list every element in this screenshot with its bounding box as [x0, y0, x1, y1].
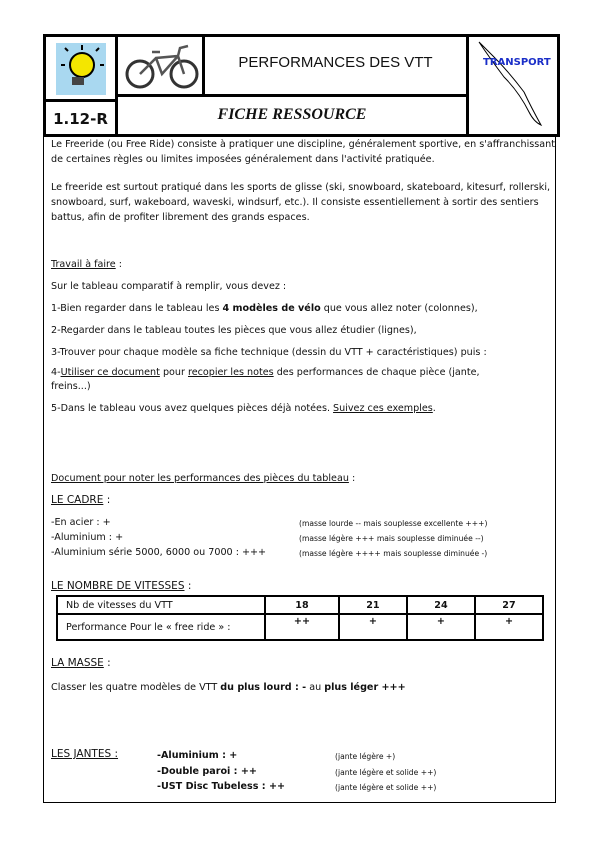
text: Classer les quatre modèles de VTT — [51, 682, 221, 693]
text-underlined: recopier les notes — [187, 367, 274, 378]
masse-text — [51, 681, 406, 694]
cadre-item: -Aluminium série 5000, 6000 ou 7000 : +++ — [51, 547, 267, 558]
step-3: 3-Trouver pour chaque modèle sa fiche technique (dessin du VTT + caractéristiques) puis : — [51, 347, 487, 358]
text: . — [432, 403, 436, 414]
work-lead: Sur le tableau comparatif à remplir, vous devez : — [51, 281, 287, 292]
colon: : — [115, 259, 122, 270]
vitesses-heading — [51, 580, 191, 593]
text: des performances de chaque pièce (jante, — [273, 367, 480, 378]
text: que vous allez noter (colonnes), — [320, 303, 478, 314]
table-cell: + — [407, 614, 475, 640]
jantes-item: -Double paroi : ++ — [157, 766, 257, 777]
intro-text: Le Freeride (ou Free Ride) consiste à pratiquer une discipline, généralement sportive, en s'affranchissant — [51, 139, 555, 150]
code-cell — [43, 99, 118, 137]
cadre-item: -Aluminium : + — [51, 532, 124, 543]
cadre-item: -En acier : + — [51, 517, 111, 528]
lightbulb-cell — [43, 34, 118, 102]
content-box — [43, 136, 556, 803]
vitesses-table — [56, 595, 544, 641]
text: 5-Dans le tableau vous avez quelques pièces déjà notées. — [51, 403, 334, 414]
cadre-note: (masse lourde -- mais souplesse excellente +++) — [299, 519, 488, 528]
colon: : — [184, 580, 192, 592]
page-title: PERFORMANCES DES VTT — [238, 54, 433, 71]
bicycle-cell — [115, 34, 205, 97]
table-cell: ++ — [265, 614, 339, 640]
page-subtitle: FICHE RESSOURCE — [217, 106, 367, 123]
text: 4- — [51, 367, 61, 378]
subtitle-cell — [115, 94, 469, 137]
text: 1-Bien regarder dans le tableau les — [51, 303, 223, 314]
step-2: 2-Regarder dans le tableau toutes les pièces que vous allez étudier (lignes), — [51, 325, 417, 336]
table-cell: 18 — [265, 596, 339, 614]
work-title: Travail à faire — [51, 259, 116, 270]
step-5 — [51, 402, 436, 415]
transport-badge: TRANSPORT — [483, 57, 551, 68]
cadre-title: LE CADRE — [51, 494, 104, 506]
doc-heading — [51, 472, 355, 485]
jantes-note: (jante légère et solide ++) — [335, 768, 437, 777]
text-bold: plus léger +++ — [324, 682, 406, 693]
intro-text: Le freeride est surtout pratiqué dans les sports de glisse (ski, snowboard, skateboard, kitesurf, rollerski, — [51, 182, 551, 193]
sheet-code: 1.12-R — [53, 110, 108, 128]
text: pour — [159, 367, 188, 378]
work-heading — [51, 258, 122, 271]
table-row — [57, 614, 543, 640]
table-cell: 21 — [339, 596, 407, 614]
doc-title: Document pour noter les performances des pièces du tableau — [51, 473, 349, 484]
table-cell: + — [339, 614, 407, 640]
jantes-heading — [51, 748, 118, 761]
intro-text: snowboard, surf, wakeboard, waveski, windsurf, etc.). Il consiste essentiellement à sortir des sentiers — [51, 197, 539, 208]
intro-text: battus, afin de profiter librement des grands espaces. — [51, 212, 310, 223]
cadre-note: (masse légère ++++ mais souplesse diminuée -) — [299, 549, 488, 558]
vitesses-title: LE NOMBRE DE VITESSES — [51, 580, 185, 592]
cadre-note: (masse légère +++ mais souplesse diminuée --) — [299, 534, 484, 543]
text-bold: 4 modèles de vélo — [222, 303, 321, 314]
step-4 — [51, 366, 480, 379]
table-cell: + — [475, 614, 543, 640]
table-cell: 24 — [407, 596, 475, 614]
step-1 — [51, 302, 478, 315]
jantes-item: -Aluminium : + — [157, 750, 238, 761]
title-cell — [202, 34, 469, 97]
text-underlined: Suivez ces exemples — [333, 403, 433, 414]
table-cell: Nb de vitesses du VTT — [57, 596, 265, 614]
jantes-note: (jante légère +) — [335, 752, 396, 761]
colon: : — [103, 657, 111, 669]
colon: : — [348, 473, 356, 484]
table-row — [57, 596, 543, 614]
masse-title: LA MASSE — [51, 657, 104, 669]
bicycle-image — [122, 42, 202, 92]
text: au — [306, 682, 325, 693]
jantes-item: -UST Disc Tubeless : ++ — [157, 781, 286, 792]
masse-heading — [51, 657, 111, 670]
table-cell: Performance Pour le « free ride » : — [57, 614, 265, 640]
text-bold: du plus lourd : - — [220, 682, 307, 693]
new-caledonia-map — [469, 37, 557, 132]
colon: : — [103, 494, 111, 506]
text-underlined: Utiliser ce document — [60, 367, 160, 378]
cadre-heading — [51, 494, 110, 507]
jantes-title: LES JANTES : — [51, 748, 119, 760]
lightbulb-icon — [56, 43, 106, 95]
jantes-note: (jante légère et solide ++) — [335, 783, 437, 792]
table-cell: 27 — [475, 596, 543, 614]
intro-text: de certaines règles ou limites imposées généralement dans l'activité pratiquée. — [51, 154, 435, 165]
transport-cell — [466, 34, 560, 137]
step-4-cont: freins...) — [51, 381, 91, 392]
